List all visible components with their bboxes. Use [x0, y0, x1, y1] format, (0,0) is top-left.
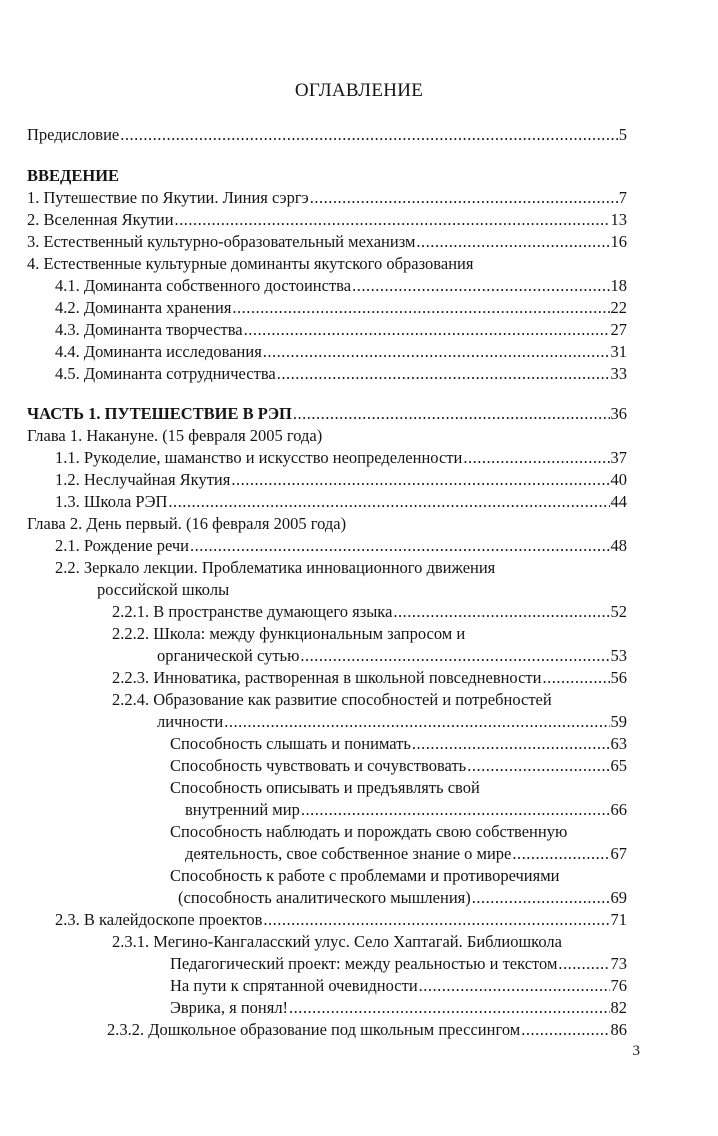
toc-entry: 2.2.4. Образование как развитие способностей и потребностей [112, 690, 552, 709]
toc-entry-text: 2.3. В калейдоскопе проектов [55, 910, 263, 929]
toc-entry-text: органической сутью [157, 646, 300, 665]
toc-entry-page: 5 [618, 125, 627, 144]
toc-entry [55, 909, 627, 931]
toc-entry-text: (способность аналитического мышления) [178, 888, 471, 907]
toc-entry [55, 319, 627, 341]
toc-leader-dots [352, 275, 609, 297]
toc-entry-text: 1.3. Школа РЭП [55, 492, 168, 511]
toc-entry-page: 59 [610, 712, 627, 731]
toc-leader-dots [168, 491, 609, 513]
toc-entry-text: деятельность, свое собственное знание о мире [185, 844, 512, 863]
toc-entry-text: 4.2. Доминанта хранения [55, 298, 232, 317]
toc-entry-page: 71 [610, 910, 627, 929]
toc-leader-dots [467, 755, 609, 777]
toc-leader-dots [224, 711, 609, 733]
toc-entry-page: 36 [610, 404, 627, 423]
toc-entry-page: 56 [610, 668, 627, 687]
toc-entry-text: личности [157, 712, 224, 731]
toc-entry [27, 209, 627, 231]
toc-leader-dots [512, 843, 609, 865]
toc-entry-text: 2.2.1. В пространстве думающего языка [112, 602, 393, 621]
toc-leader-dots [231, 469, 609, 491]
toc-entry-page: 13 [610, 210, 627, 229]
toc-leader-dots [300, 645, 609, 667]
toc-entry-page: 40 [610, 470, 627, 489]
toc-entry [55, 535, 627, 557]
toc-entry-text: 4.1. Доминанта собственного достоинства [55, 276, 352, 295]
toc-leader-dots [419, 975, 610, 997]
toc-entry: 2.3.1. Мегино-Кангаласский улус. Село Хаптагай. Библиошкола [112, 932, 562, 951]
toc-entry: Способность к работе с проблемами и противоречиями [170, 866, 560, 885]
toc-entry-text: Способность слышать и понимать [170, 734, 411, 753]
toc-entry-text: 2.2.3. Инноватика, растворенная в школьной повседневности [112, 668, 542, 687]
toc-entry [27, 187, 627, 209]
toc-entry [170, 733, 627, 755]
toc-entry-text: 1.1. Рукоделие, шаманство и искусство неопределенности [55, 448, 463, 467]
toc-entry-text: внутренний мир [185, 800, 300, 819]
toc-entry: 2.2. Зеркало лекции. Проблематика инновационного движения [55, 558, 496, 577]
toc-entry-page: 44 [610, 492, 627, 511]
toc-entry [112, 667, 627, 689]
toc-leader-dots [463, 447, 609, 469]
toc-leader-dots [232, 297, 609, 319]
toc-entry-page: 22 [610, 298, 627, 317]
toc-entry [107, 1019, 627, 1041]
toc-entry [55, 363, 627, 385]
toc-leader-dots [190, 535, 610, 557]
toc-entry-text: 1. Путешествие по Якутии. Линия сэргэ [27, 188, 309, 207]
toc-entry: Способность наблюдать и порождать свою собственную [170, 822, 568, 841]
toc-leader-dots [244, 319, 610, 341]
toc-entry-page: 73 [610, 954, 627, 973]
toc-leader-dots [393, 601, 609, 623]
toc-entry [55, 447, 627, 469]
toc-entry: Способность описывать и предъявлять свой [170, 778, 480, 797]
toc-entry-text: 4.3. Доминанта творчества [55, 320, 243, 339]
toc-entry [55, 297, 627, 319]
toc-leader-dots [293, 403, 610, 425]
toc-entry-text: На пути к спрятанной очевидности [170, 976, 418, 995]
toc-entry [55, 341, 627, 363]
toc-part-heading: ЧАСТЬ 1. ПУТЕШЕСТВИЕ В РЭП [27, 404, 292, 423]
toc-entry-page: 18 [610, 276, 627, 295]
toc-entry [27, 403, 627, 425]
toc-entry-text: 2. Вселенная Якутии [27, 210, 174, 229]
toc-entry [185, 799, 627, 821]
toc-leader-dots [301, 799, 610, 821]
toc-entry [170, 997, 627, 1019]
toc-entry [170, 953, 627, 975]
toc-entry: российской школы [97, 580, 230, 599]
toc-leader-dots [542, 667, 609, 689]
toc-entry-page: 31 [610, 342, 627, 361]
toc-entry-page: 53 [610, 646, 627, 665]
toc-entry-page: 86 [610, 1020, 627, 1039]
toc-entry-text: Способность чувствовать и сочувствовать [170, 756, 467, 775]
toc-entry [55, 491, 627, 513]
toc-entry-text: Предисловие [27, 125, 120, 144]
toc-entry-page: 52 [610, 602, 627, 621]
toc-leader-dots [120, 124, 618, 146]
toc-entry [157, 711, 627, 733]
toc-entry-text: 4.4. Доминанта исследования [55, 342, 262, 361]
toc-entry [170, 755, 627, 777]
toc-entry-page: 7 [618, 188, 627, 207]
toc-leader-dots [263, 909, 609, 931]
toc-leader-dots [289, 997, 609, 1019]
toc-leader-dots [472, 887, 610, 909]
toc-entry [170, 975, 627, 997]
toc-entry [27, 231, 627, 253]
toc-section-heading: ВВЕДЕНИЕ [27, 166, 120, 185]
toc-entry-page: 33 [610, 364, 627, 383]
toc-leader-dots [416, 231, 609, 253]
toc-entry-page: 82 [610, 998, 627, 1017]
toc-entry-page: 63 [610, 734, 627, 753]
toc-entry [55, 469, 627, 491]
toc-entry: 4. Естественные культурные доминанты якутского образования [27, 254, 474, 273]
toc-entry-page: 69 [610, 888, 627, 907]
toc-entry-page: 16 [610, 232, 627, 251]
toc-entry-text: Эврика, я понял! [170, 998, 289, 1017]
toc-leader-dots [521, 1019, 609, 1041]
toc-entry-page: 48 [610, 536, 627, 555]
toc-entry [55, 275, 627, 297]
toc-leader-dots [263, 341, 610, 363]
toc-entry [112, 601, 627, 623]
toc-entry-page: 65 [610, 756, 627, 775]
page-title: ОГЛАВЛЕНИЕ [294, 80, 424, 101]
toc-entry-text: 3. Естественный культурно-образовательный механизм [27, 232, 416, 251]
toc-entry-page: 67 [610, 844, 627, 863]
page-number: 3 [632, 1043, 640, 1059]
toc-entry-page: 37 [610, 448, 627, 467]
toc-entry-text: 2.3.2. Дошкольное образование под школьным прессингом [107, 1020, 521, 1039]
toc-entry-page: 27 [610, 320, 627, 339]
toc-leader-dots [175, 209, 610, 231]
toc-entry [157, 645, 627, 667]
toc-entry-text: 4.5. Доминанта сотрудничества [55, 364, 276, 383]
toc-entry-page: 66 [610, 800, 627, 819]
toc-entry [27, 124, 627, 146]
toc-entry-text: 2.1. Рождение речи [55, 536, 189, 555]
toc-entry: Глава 1. Накануне. (15 февраля 2005 года) [27, 426, 323, 445]
toc-entry [178, 887, 627, 909]
toc-leader-dots [412, 733, 610, 755]
toc-entry [185, 843, 627, 865]
toc-leader-dots [310, 187, 618, 209]
toc-entry-page: 76 [610, 976, 627, 995]
toc-entry: Глава 2. День первый. (16 февраля 2005 года) [27, 514, 347, 533]
toc-entry-text: Педагогический проект: между реальностью и текстом [170, 954, 558, 973]
toc-leader-dots [558, 953, 609, 975]
toc-entry: 2.2.2. Школа: между функциональным запросом и [112, 624, 466, 643]
toc-entry-text: 1.2. Неслучайная Якутия [55, 470, 231, 489]
toc-leader-dots [277, 363, 610, 385]
